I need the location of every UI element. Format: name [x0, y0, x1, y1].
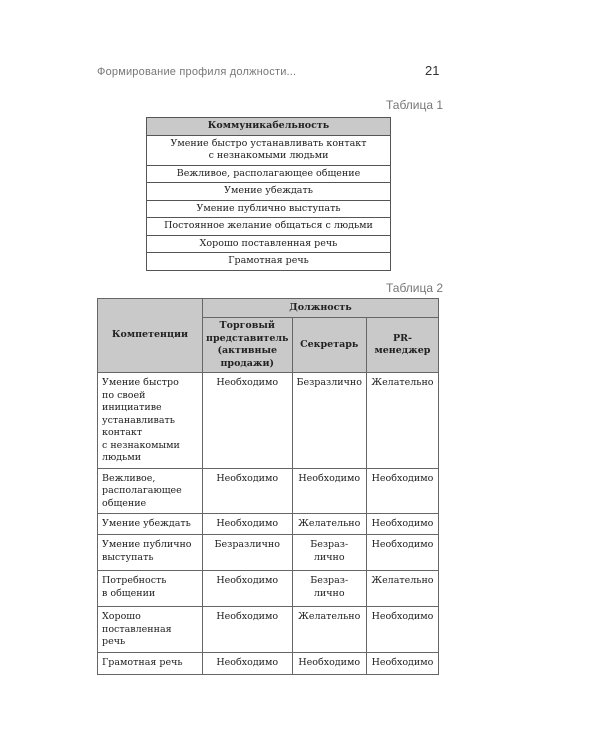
requirement-cell: Желательно: [292, 514, 366, 535]
position-header: Секретарь: [292, 318, 366, 373]
requirement-cell: Желательно: [292, 607, 366, 653]
competence-cell: Умение публично выступать: [98, 535, 203, 571]
requirement-cell: Желательно: [366, 571, 438, 607]
table2-caption: Таблица 2: [386, 281, 444, 295]
table-row: [98, 571, 439, 607]
requirement-cell: Безразлично: [202, 535, 292, 571]
competence-cell: Хорошо поставленная речь: [98, 607, 203, 653]
position-header: PR-менеджер: [366, 318, 438, 373]
requirement-cell: Необходимо: [202, 373, 292, 469]
table1-caption: Таблица 1: [386, 98, 444, 112]
position-header: Торговый представитель (активные продажи): [202, 318, 292, 373]
table1-cell: Постоянное желание общаться с людьми: [147, 218, 391, 236]
table2: [97, 298, 439, 675]
table-row: [147, 200, 391, 218]
table1-cell: Хорошо поставленная речь: [147, 235, 391, 253]
requirement-cell: Желательно: [366, 373, 438, 469]
requirement-cell: Необходимо: [202, 514, 292, 535]
requirement-cell: Необходимо: [366, 607, 438, 653]
requirement-cell: Необходимо: [366, 514, 438, 535]
requirement-cell: Необходимо: [202, 571, 292, 607]
requirement-cell: Необходимо: [366, 535, 438, 571]
page-number: 21: [425, 63, 440, 78]
requirement-cell: Необходимо: [292, 652, 366, 674]
competence-column-header: Компетенции: [98, 299, 203, 373]
requirement-cell: Безраз- лично: [292, 535, 366, 571]
table1-cell: Умение быстро устанавливать контакт с незнакомыми людьми: [147, 135, 391, 165]
table-row: [147, 253, 391, 271]
competence-cell: Потребность в общении: [98, 571, 203, 607]
requirement-cell: Необходимо: [202, 468, 292, 514]
competence-cell: Умение быстро по своей инициативе устанавливать контакт с незнакомыми людьми: [98, 373, 203, 469]
table-row: [98, 607, 439, 653]
table-row: [147, 218, 391, 236]
running-title: Формирование профиля должности...: [97, 66, 297, 78]
requirement-cell: Необходимо: [366, 652, 438, 674]
table-row: [98, 514, 439, 535]
requirement-cell: Необходимо: [202, 652, 292, 674]
table1-cell: Умение публично выступать: [147, 200, 391, 218]
table1-cell: Грамотная речь: [147, 253, 391, 271]
requirement-cell: Необходимо: [202, 607, 292, 653]
table-row: [147, 165, 391, 183]
table-row: [98, 373, 439, 469]
competence-cell: Умение убеждать: [98, 514, 203, 535]
position-group-header: Должность: [202, 299, 438, 318]
table-row: [98, 468, 439, 514]
requirement-cell: Безраз- лично: [292, 571, 366, 607]
table-row: [147, 135, 391, 165]
requirement-cell: Необходимо: [366, 468, 438, 514]
competence-cell: Грамотная речь: [98, 652, 203, 674]
requirement-cell: Безразлично: [292, 373, 366, 469]
table1: [146, 117, 391, 271]
requirement-cell: Необходимо: [292, 468, 366, 514]
table-row: [98, 535, 439, 571]
table-row: [98, 652, 439, 674]
table1-cell: Умение убеждать: [147, 183, 391, 201]
table-row: [147, 235, 391, 253]
table1-cell: Вежливое, располагающее общение: [147, 165, 391, 183]
competence-cell: Вежливое, располагающее общение: [98, 468, 203, 514]
table-row: [147, 183, 391, 201]
table1-header: Коммуникабельность: [147, 118, 391, 136]
